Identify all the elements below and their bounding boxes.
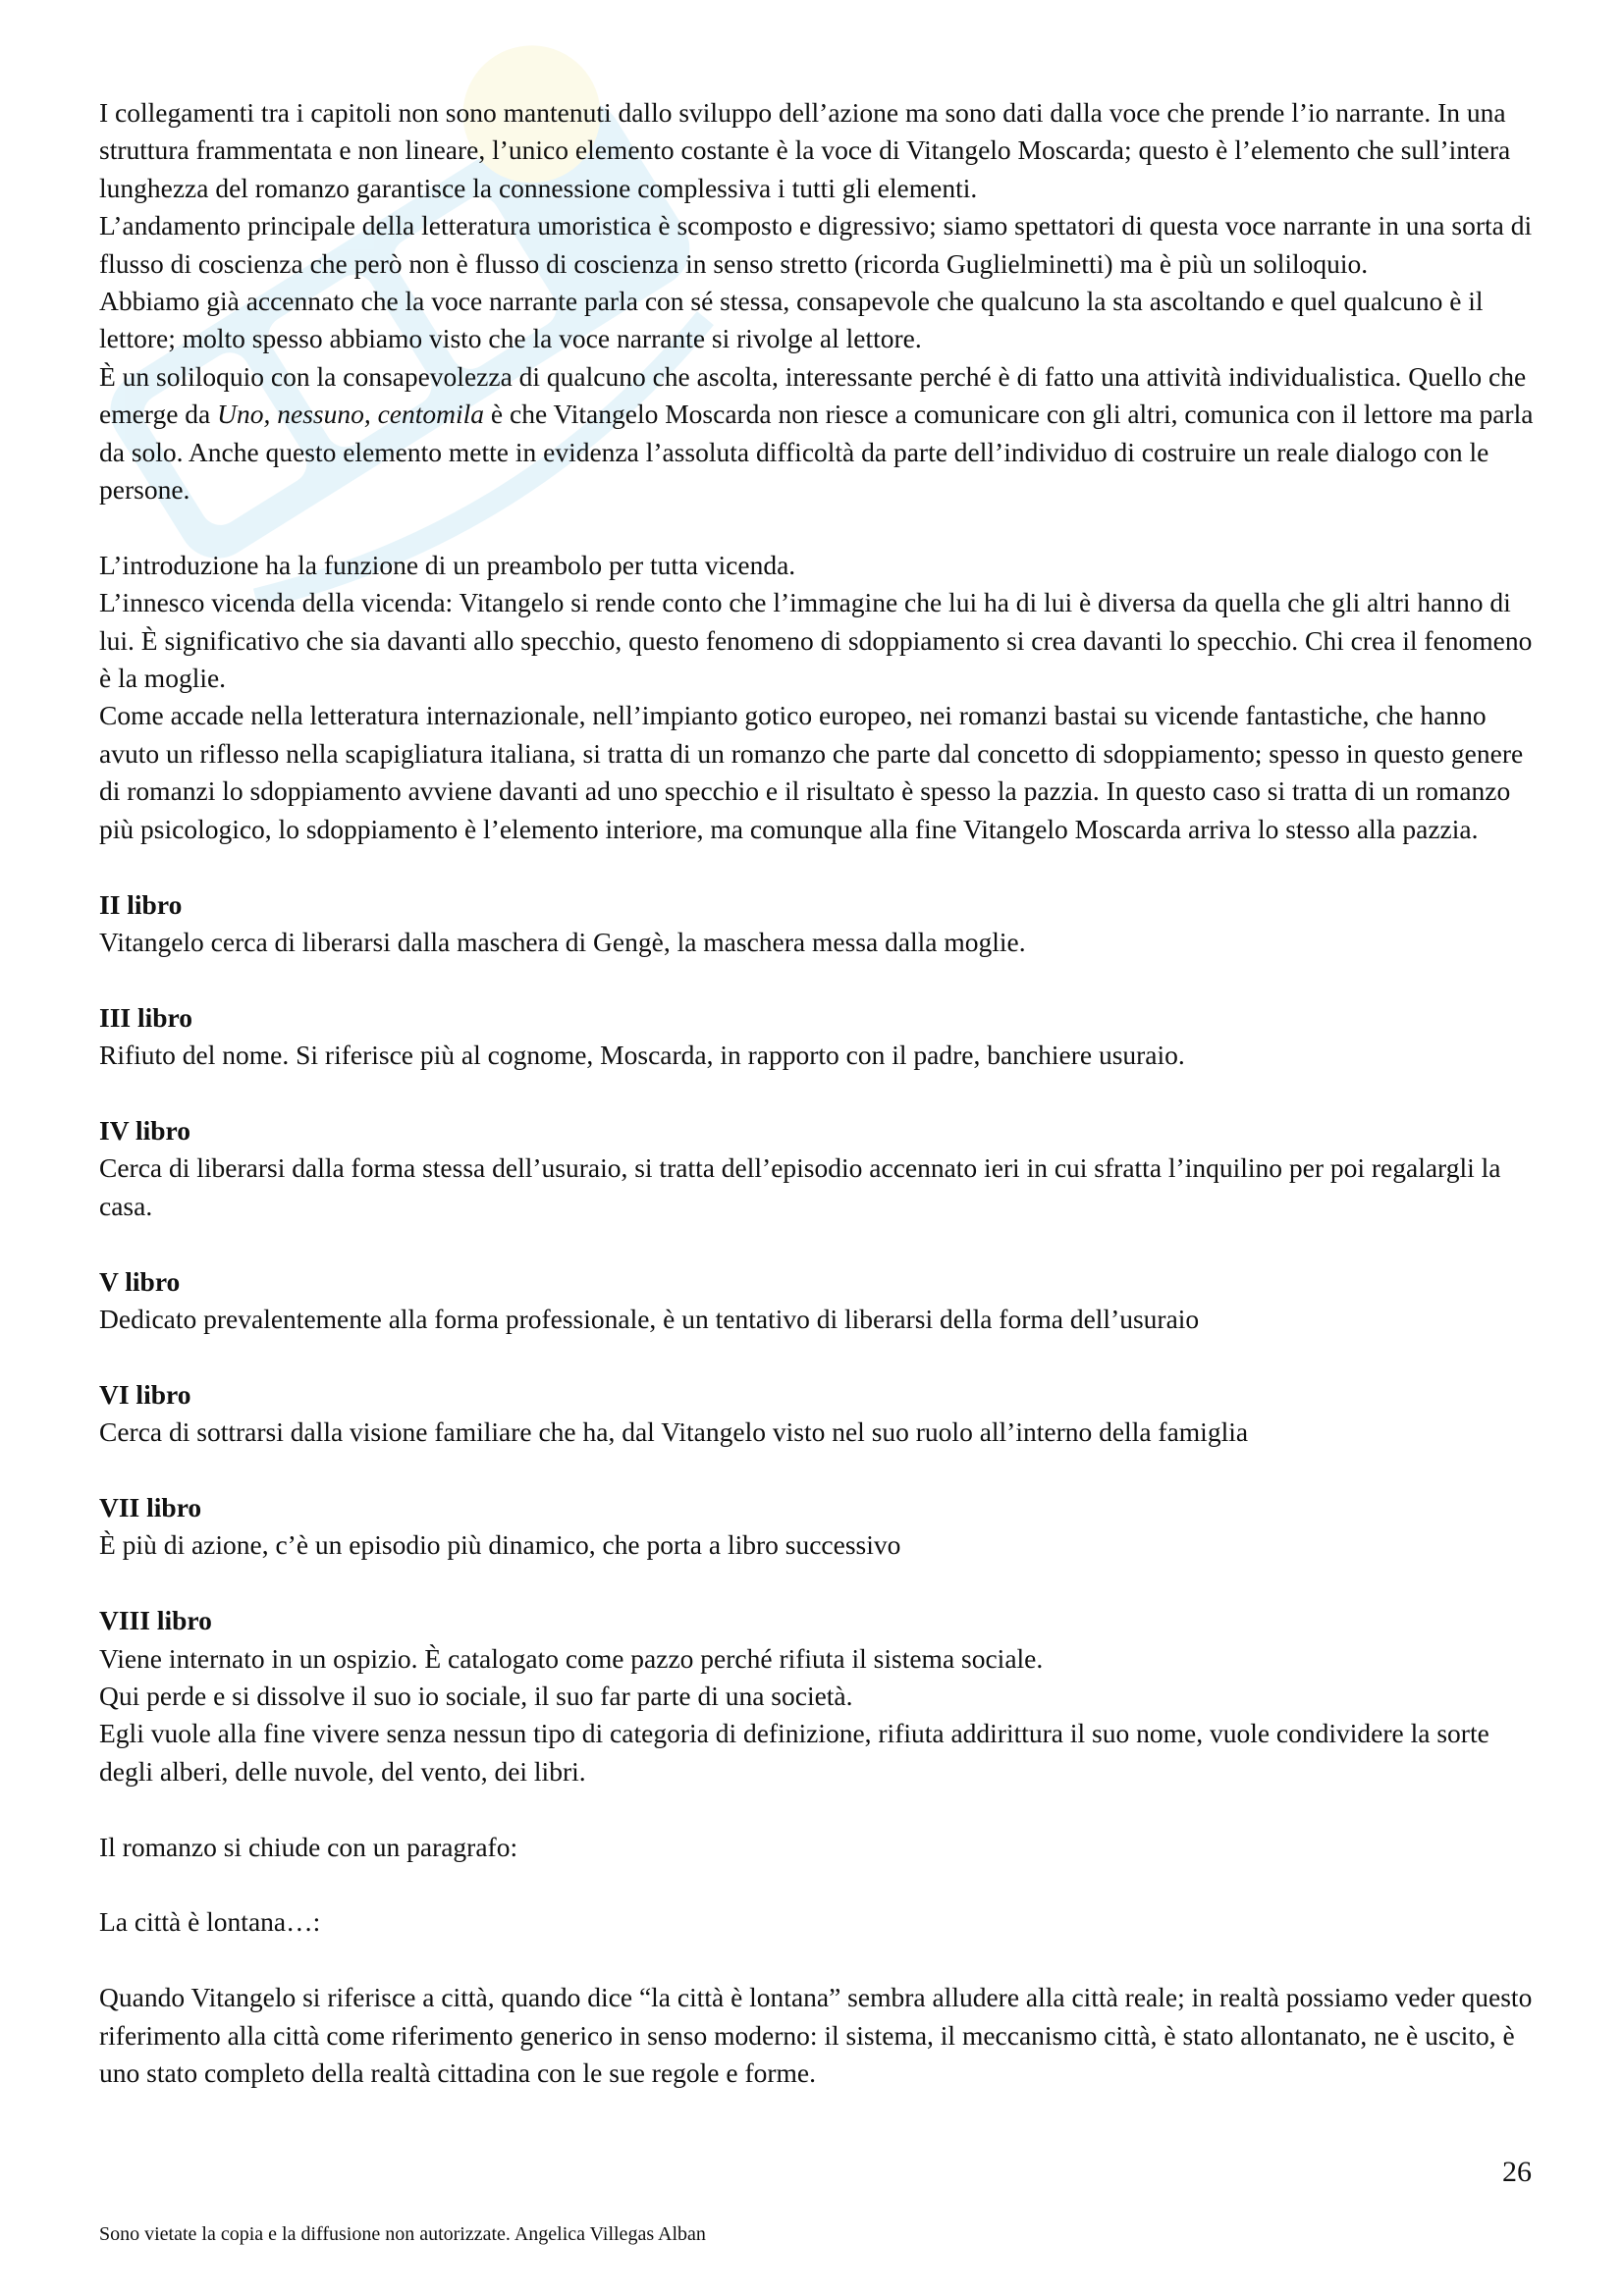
paragraph: Il romanzo si chiude con un paragrafo: (99, 1831, 518, 1862)
spacer (99, 961, 1542, 998)
section-heading: III libro (99, 1001, 193, 1033)
paragraph: Dedicato prevalentemente alla forma professionale, è un tentativo di liberarsi della forma dell’usuraio (99, 1303, 1200, 1334)
footer-notice: Sono vietate la copia e la diffusione non autorizzate. Angelica Villegas Alban (99, 2223, 706, 2245)
paragraph: Rifiuto del nome. Si riferisce più al cognome, Moscarda, in rapporto con il padre, banchiere usuraio. (99, 1040, 1185, 1071)
section-book-3 (99, 999, 1542, 1075)
spacer (99, 1075, 1542, 1112)
paragraph-soliloquio (99, 358, 1542, 509)
section-heading: VI libro (99, 1378, 191, 1410)
section-book-4 (99, 1112, 1542, 1225)
section-book-6 (99, 1376, 1542, 1452)
paragraph: Egli vuole alla fine vivere senza nessun tipo di categoria di definizione, rifiuta addirittura il suo nome, vuole condividere la sorte degli alberi, delle nuvole, del vento, dei libri. (99, 1718, 1489, 1787)
spacer (99, 1866, 1542, 1903)
paragraph: Viene internato in un ospizio. È catalogato come pazzo perché rifiuta il sistema sociale. (99, 1642, 1044, 1674)
paragraph: Qui perde e si dissolve il suo io sociale, il suo far parte di una società. (99, 1680, 853, 1711)
paragraph: Cerca di sottrarsi dalla visione familiare che ha, dal Vitangelo visto nel suo ruolo all’interno della famiglia (99, 1416, 1249, 1448)
paragraph: L’innesco vicenda della vicenda: Vitangelo si rende conto che l’immagine che lui ha di lui è diversa da quella che gli altri hanno di lui. È significativo che sia davanti allo specchio, questo fenomeno di sdoppiamento si crea davanti lo specchio. Chi crea il fenomeno è la moglie. (99, 587, 1533, 694)
paragraph: Vitangelo cerca di liberarsi dalla maschera di Gengè, la maschera messa dalla moglie. (99, 926, 1026, 957)
spacer (99, 1452, 1542, 1489)
section-heading: II libro (99, 888, 183, 920)
spacer (99, 508, 1542, 546)
spacer (99, 1338, 1542, 1375)
section-book-5 (99, 1263, 1542, 1339)
section-heading: VIII libro (99, 1605, 212, 1636)
spacer (99, 1225, 1542, 1262)
paragraph: Cerca di liberarsi dalla forma stessa dell’usuraio, si tratta dell’episodio accennato ieri in cui sfratta l’inquilino per poi regalargli la casa. (99, 1152, 1501, 1221)
spacer (99, 848, 1542, 885)
paragraph: La città è lontana…: (99, 1906, 321, 1938)
paragraph: I collegamenti tra i capitoli non sono mantenuti dallo sviluppo dell’azione ma sono dati dalla voce che prende l’io narrante. In una struttura frammentata e non lineare, l’unico elemento costante è la voce di Vitangelo Moscarda; questo è l’elemento che sull’intera lunghezza del romanzo garantisce la connessione complessiva i tutti gli elementi. (99, 97, 1511, 203)
paragraph: Come accade nella letteratura internazionale, nell’impianto gotico europeo, nei romanzi bastai su vicende fantastiche, che hanno avuto un riflesso nella scapigliatura italiana, si tratta di un romanzo che parte dal concetto di sdoppiamento; spesso in questo genere di romanzi lo sdoppiamento avviene davanti ad uno specchio e il risultato è spesso la pazzia. In questo caso si tratta di un romanzo più psicologico, lo sdoppiamento è l’elemento interiore, ma comunque alla fine Vitangelo Moscarda arriva lo stesso alla pazzia. (99, 700, 1524, 844)
document-body (99, 94, 1542, 2092)
book-title: Uno, nessuno, centomila (217, 399, 485, 430)
section-book-8 (99, 1602, 1542, 1790)
spacer (99, 1565, 1542, 1602)
paragraph: È più di azione, c’è un episodio più dinamico, che porta a libro successivo (99, 1529, 901, 1561)
spacer (99, 1790, 1542, 1828)
text-span: è che Vitangelo Moscarda non riesce a comunicare con gli altri, comunica con il lettore ma parla da solo. Anche questo elemento mette in evidenza l’assoluta difficoltà da parte dell’individuo di costruire un reale dialogo con le persone. (99, 399, 1534, 506)
paragraph: L’introduzione ha la funzione di un preambolo per tutta vicenda. (99, 549, 796, 580)
section-heading: IV libro (99, 1114, 190, 1146)
section-heading: VII libro (99, 1491, 202, 1522)
paragraph: L’andamento principale della letteratura umoristica è scomposto e digressivo; siamo spettatori di questa voce narrante in una sorta di flusso di coscienza che però non è flusso di coscienza in senso stretto (ricorda Guglielminetti) ma è più un soliloquio. (99, 210, 1533, 279)
paragraph: Quando Vitangelo si riferisce a città, quando dice “la città è lontana” sembra alludere alla città reale; in realtà possiamo veder questo riferimento alla città come riferimento generico in senso moderno: il sistema, il meccanismo città, è stato allontanato, ne è uscito, è uno stato completo della realtà cittadina con le sue regole e forme. (99, 1982, 1533, 2088)
section-heading: V libro (99, 1265, 181, 1297)
text-span: È un soliloquio con la consapevolezza di qualcuno che ascolta, interessante perché è di fatto una attività individualistica. Quello che emerge da (99, 360, 1527, 430)
spacer (99, 1942, 1542, 1979)
section-book-7 (99, 1489, 1542, 1565)
paragraph: Abbiamo già accennato che la voce narrante parla con sé stessa, consapevole che qualcuno la sta ascoltando e quel qualcuno è il lettore; molto spesso abbiamo visto che la voce narrante si rivolge al lettore. (99, 286, 1484, 354)
section-book-2 (99, 886, 1542, 962)
page-number: 26 (1502, 2156, 1532, 2188)
